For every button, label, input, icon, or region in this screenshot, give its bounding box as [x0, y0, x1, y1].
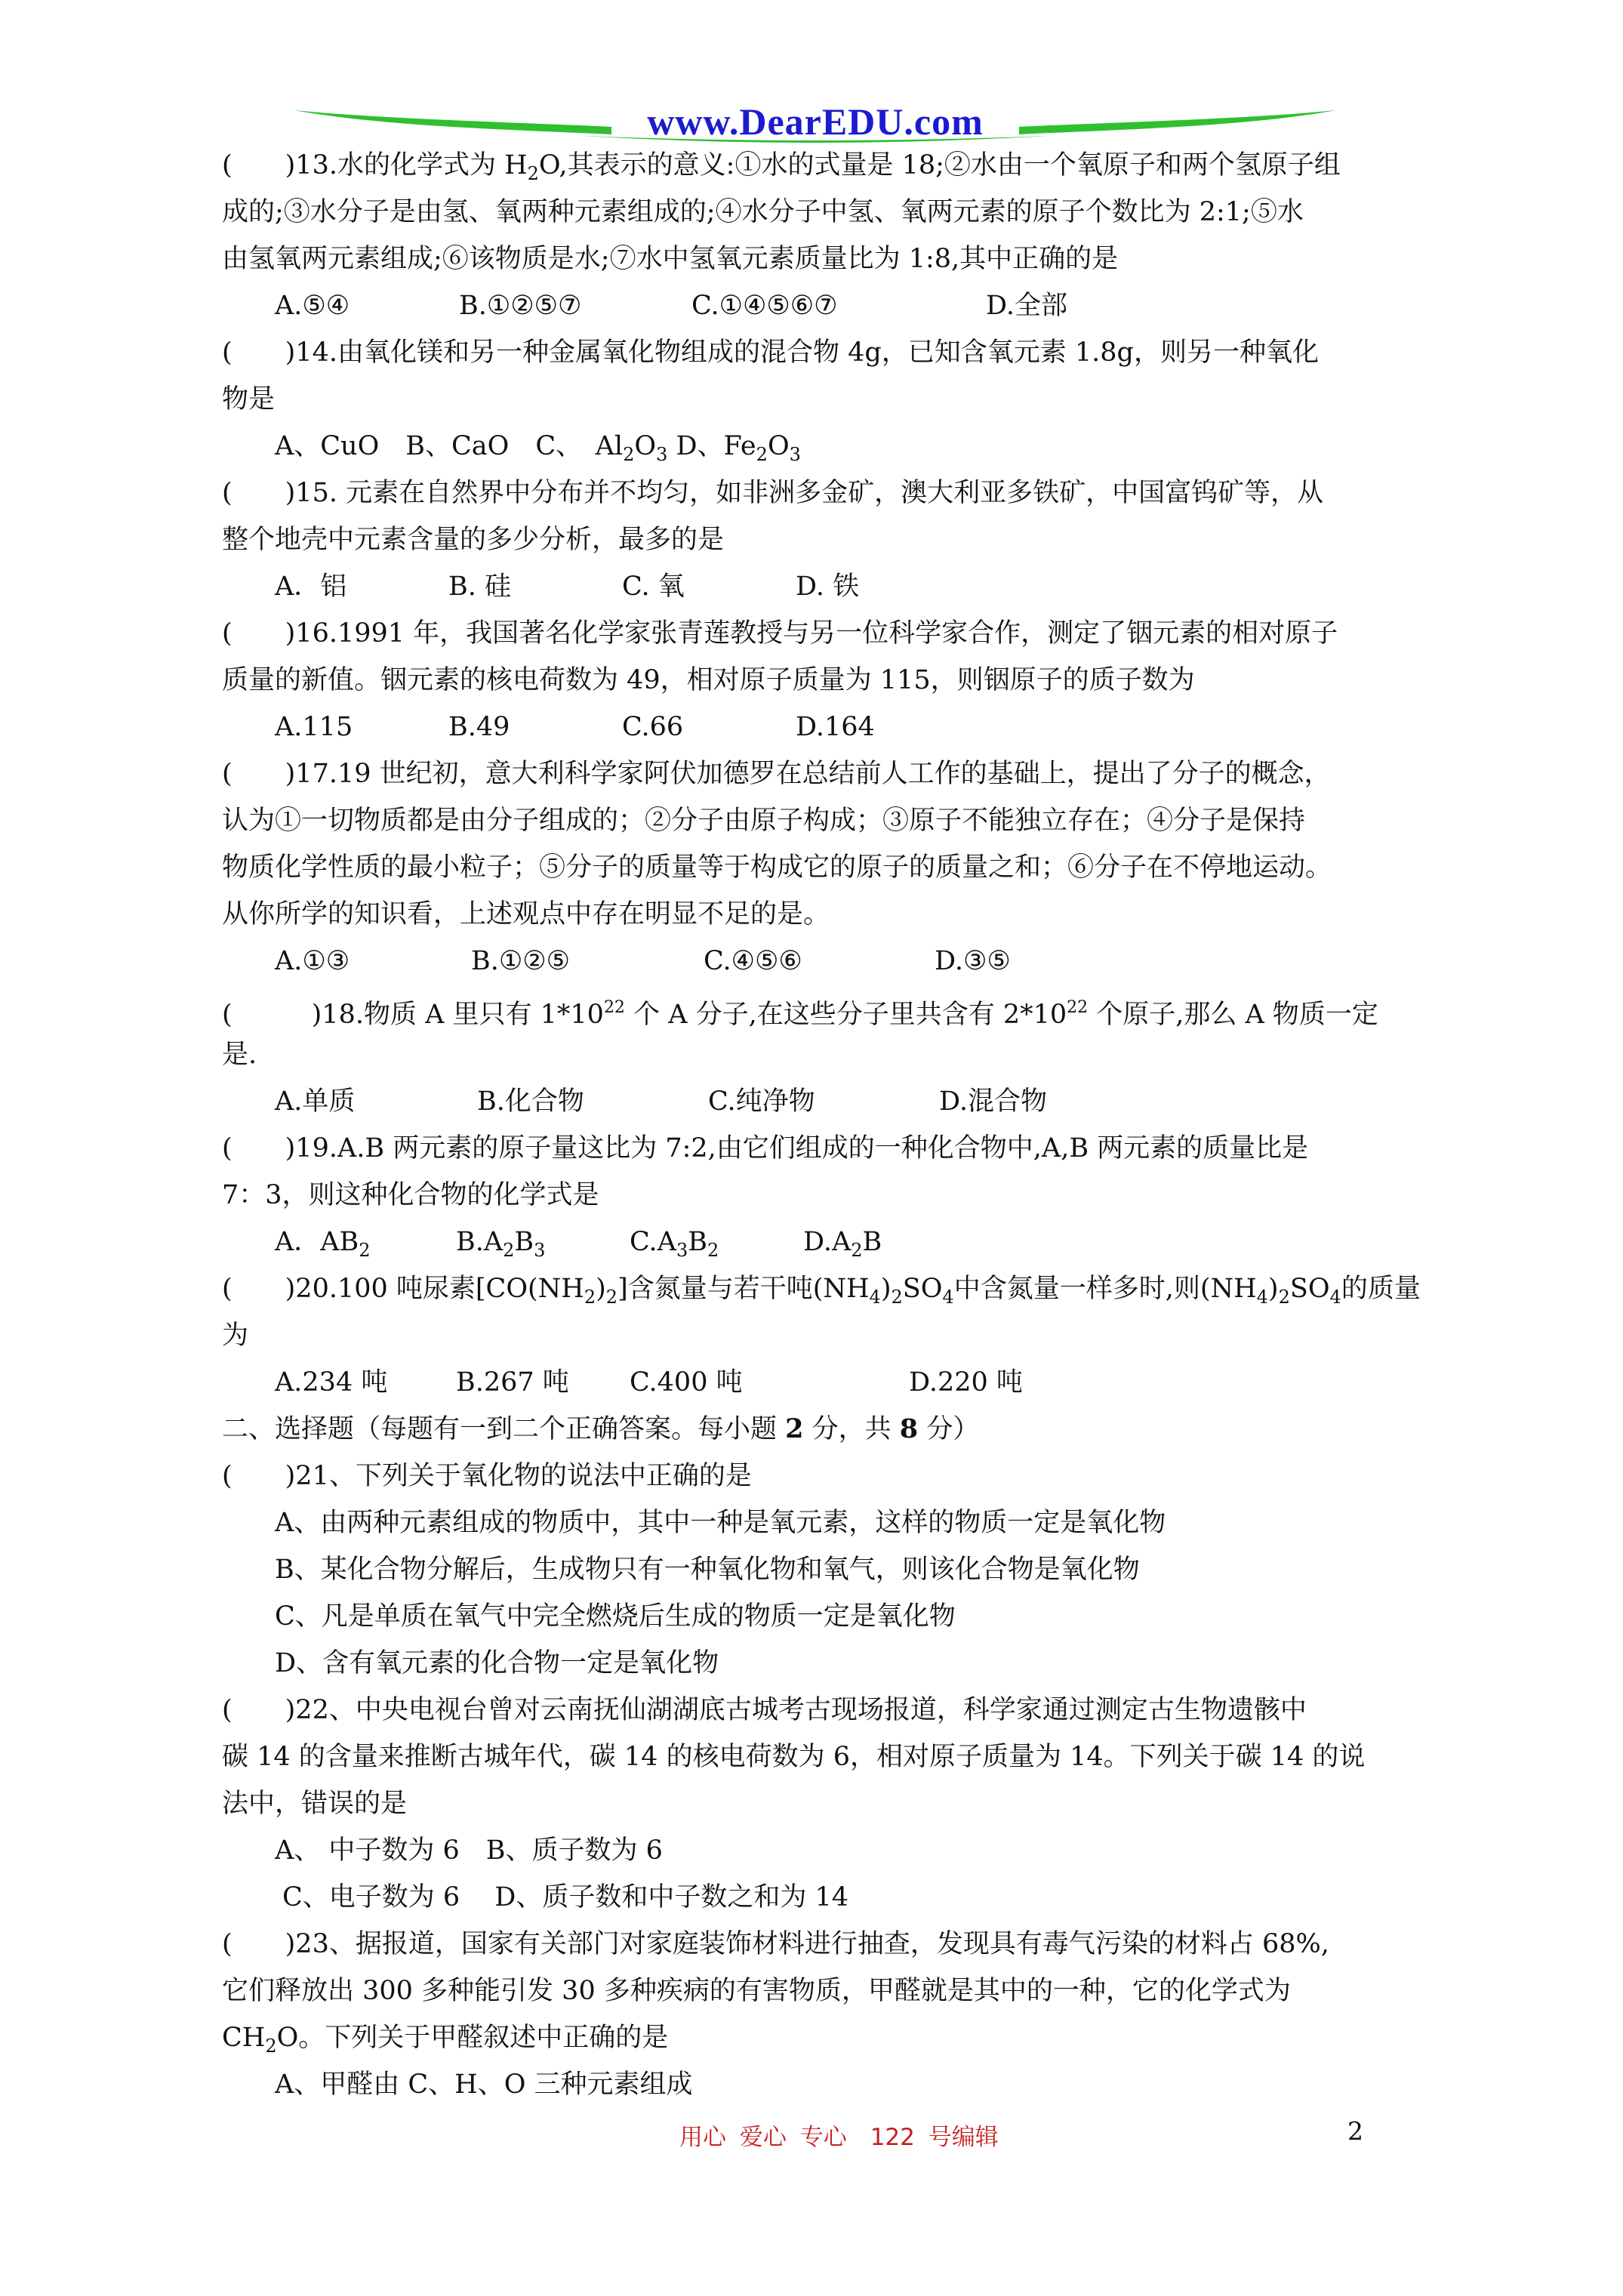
question-16-options [222, 704, 1430, 750]
question-22-line-1: ( )22、中央电视台曾对云南抚仙湖湖底古城考古现场报道，科学家通过测定古生物遗骸中 [222, 1695, 1307, 1725]
question-14-options: A、CuO B、CaO C、 $Al_2O_3$ D、$Fe_2O_3$ [275, 431, 801, 465]
question-18-line-2: 是. [222, 1040, 257, 1070]
option-b: B.①②⑤ [471, 946, 570, 976]
question-23-option-a: A、甲醛由 C、H、O 三种元素组成 [275, 2069, 693, 2100]
option-c: $C.A_3B_2$ [630, 1227, 719, 1261]
option-c: C.66 [622, 712, 684, 742]
option-b: B.①②⑤⑦ [459, 291, 582, 321]
question-14-line-2: 物是 [222, 384, 276, 415]
question-13-line-1: ( )13.水的化学式为 $H_2O$,其表示的意义:①水的式量是 18;②水由一个氧原子和两个氢原子组 [222, 150, 1341, 184]
option-d: D.全部 [986, 291, 1067, 321]
question-23-line-3: $CH_2O$。下列关于甲醛叙述中正确的是 [222, 2023, 669, 2057]
option-d: $D.A_2B$ [803, 1227, 882, 1261]
option-a: A．$AB_2$ [275, 1227, 371, 1261]
option-c: C.纯净物 [708, 1086, 815, 1117]
question-13-line-2: 成的;③水分子是由氢、氧两种元素组成的;④水分子中氢、氧两元素的原子个数比为 2:1;⑤水 [222, 197, 1304, 227]
question-21-option-d: D、含有氧元素的化合物一定是氧化物 [275, 1648, 719, 1678]
option-b: B.267 吨 [456, 1367, 569, 1398]
question-23-line-1: ( )23、据报道，国家有关部门对家庭装饰材料进行抽查，发现具有毒气污染的材料占 68%, [222, 1929, 1329, 1959]
question-21-option-c: C、凡是单质在氧气中完全燃烧后生成的物质一定是氧化物 [275, 1601, 956, 1632]
question-17-line-4: 从你所学的知识看，上述观点中存在明显不足的是。 [222, 899, 830, 929]
main-content [222, 142, 1430, 2108]
logo-text: www.DearEDU.com [647, 100, 984, 143]
option-a: A.单质 [275, 1086, 356, 1117]
question-22-options-ab: A、 中子数为 6 B、质子数为 6 [275, 1835, 663, 1866]
question-19-line-2: 7：3，则这种化合物的化学式是 [222, 1180, 599, 1210]
question-23-line-2: 它们释放出 300 多种能引发 30 多种疾病的有害物质，甲醛就是其中的一种，它的化学式为 [222, 1976, 1291, 2006]
option-b: B.化合物 [477, 1086, 584, 1117]
question-16-line-1: ( )16.1991 年，我国著名化学家张青莲教授与另一位科学家合作，测定了铟元素的相对原子 [222, 618, 1338, 649]
option-d: D.164 [796, 712, 875, 742]
question-13-options [222, 282, 1430, 329]
page-number: 2 [1347, 2116, 1363, 2146]
option-a: A.①③ [275, 946, 350, 976]
question-21-line-1: ( )21、下列关于氧化物的说法中正确的是 [222, 1461, 752, 1491]
question-14-line-1: ( )14.由氧化镁和另一种金属氧化物组成的混合物 4g，已知含氧元素 1.8g，则另一种氧化 [222, 337, 1319, 368]
question-19-options [222, 1219, 1430, 1265]
question-22-line-2: 碳 14 的含量来推断古城年代，碳 14 的核电荷数为 6，相对原子质量为 14。下列关于碳 14 的说 [222, 1742, 1366, 1772]
question-13-line-3: 由氢氧两元素组成;⑥该物质是水;⑦水中氢氧元素质量比为 1:8,其中正确的是 [222, 244, 1119, 274]
question-20-line-1: ( )20.100 吨尿素$[CO(NH_2)_2]$含氮量与若干吨$(NH_4)_2SO_4$中含氮量一样多时,则$(NH_4)_2SO_4$的质量 [222, 1274, 1421, 1308]
question-21-option-a: A、由两种元素组成的物质中，其中一种是氧元素，这样的物质一定是氧化物 [275, 1508, 1166, 1538]
question-15-options [222, 563, 1430, 610]
option-a: A.115 [275, 712, 353, 742]
option-a: A.234 吨 [275, 1367, 388, 1398]
option-b: B.49 [448, 712, 510, 742]
question-15-line-2: 整个地壳中元素含量的多少分析，最多的是 [222, 525, 725, 555]
option-a: A．铝 [275, 572, 347, 602]
option-d: D.混合物 [939, 1086, 1047, 1117]
footer-text: 用心 爱心 专心 122 号编辑 [679, 2124, 999, 2151]
question-17-line-2: 认为①一切物质都是由分子组成的；②分子由原子构成；③原子不能独立存在；④分子是保持 [222, 806, 1306, 836]
option-d: D.③⑤ [935, 946, 1011, 976]
question-17-line-1: ( )17.19 世纪初，意大利科学家阿伏加德罗在总结前人工作的基础上，提出了分子的概念， [222, 759, 1331, 789]
option-c: C. 氧 [622, 572, 685, 602]
question-17-line-3: 物质化学性质的最小粒子；⑤分子的质量等于构成它的原子的质量之和；⑥分子在不停地运动。 [222, 852, 1332, 883]
option-b: $B.A_2B_3$ [456, 1227, 546, 1261]
question-22-line-3: 法中，错误的是 [222, 1789, 408, 1819]
question-16-line-2: 质量的新值。铟元素的核电荷数为 49，相对原子质量为 115，则铟原子的质子数为 [222, 665, 1195, 695]
option-c: C.①④⑤⑥⑦ [691, 291, 838, 321]
question-15-line-1: ( )15. 元素在自然界中分布并不均匀，如非洲多金矿，澳大利亚多铁矿，中国富钨矿等，从 [222, 478, 1324, 508]
option-a: A.⑤④ [275, 291, 350, 321]
question-20-options [222, 1359, 1430, 1406]
option-d: D.220 吨 [909, 1367, 1023, 1398]
question-18-line-1: ( )18.物质 A 里只有 $1*10^{22}$ 个 A 分子,在这些分子里共含有 $2*10^{22}$ 个原子,那么 A 物质一定 [222, 998, 1378, 1030]
question-17-options [222, 938, 1430, 985]
option-b: B. 硅 [448, 572, 511, 602]
question-20-line-2: 为 [222, 1321, 249, 1351]
question-22-options-cd: C、电子数为 6 D、质子数和中子数之和为 14 [282, 1882, 849, 1912]
option-c: C.④⑤⑥ [704, 946, 802, 976]
question-21-option-b: B、某化合物分解后，生成物只有一种氧化物和氧气，则该化合物是氧化物 [275, 1555, 1140, 1585]
question-19-line-1: ( )19.A.B 两元素的原子量这比为 7:2,由它们组成的一种化合物中,A,B 两元素的质量比是 [222, 1133, 1309, 1163]
section-2-heading: 二、选择题（每题有一到二个正确答案。每小题 2 分，共 8 分） [222, 1413, 980, 1444]
option-d: D. 铁 [796, 572, 860, 602]
option-c: C.400 吨 [630, 1367, 743, 1398]
question-18-options [222, 1078, 1430, 1125]
